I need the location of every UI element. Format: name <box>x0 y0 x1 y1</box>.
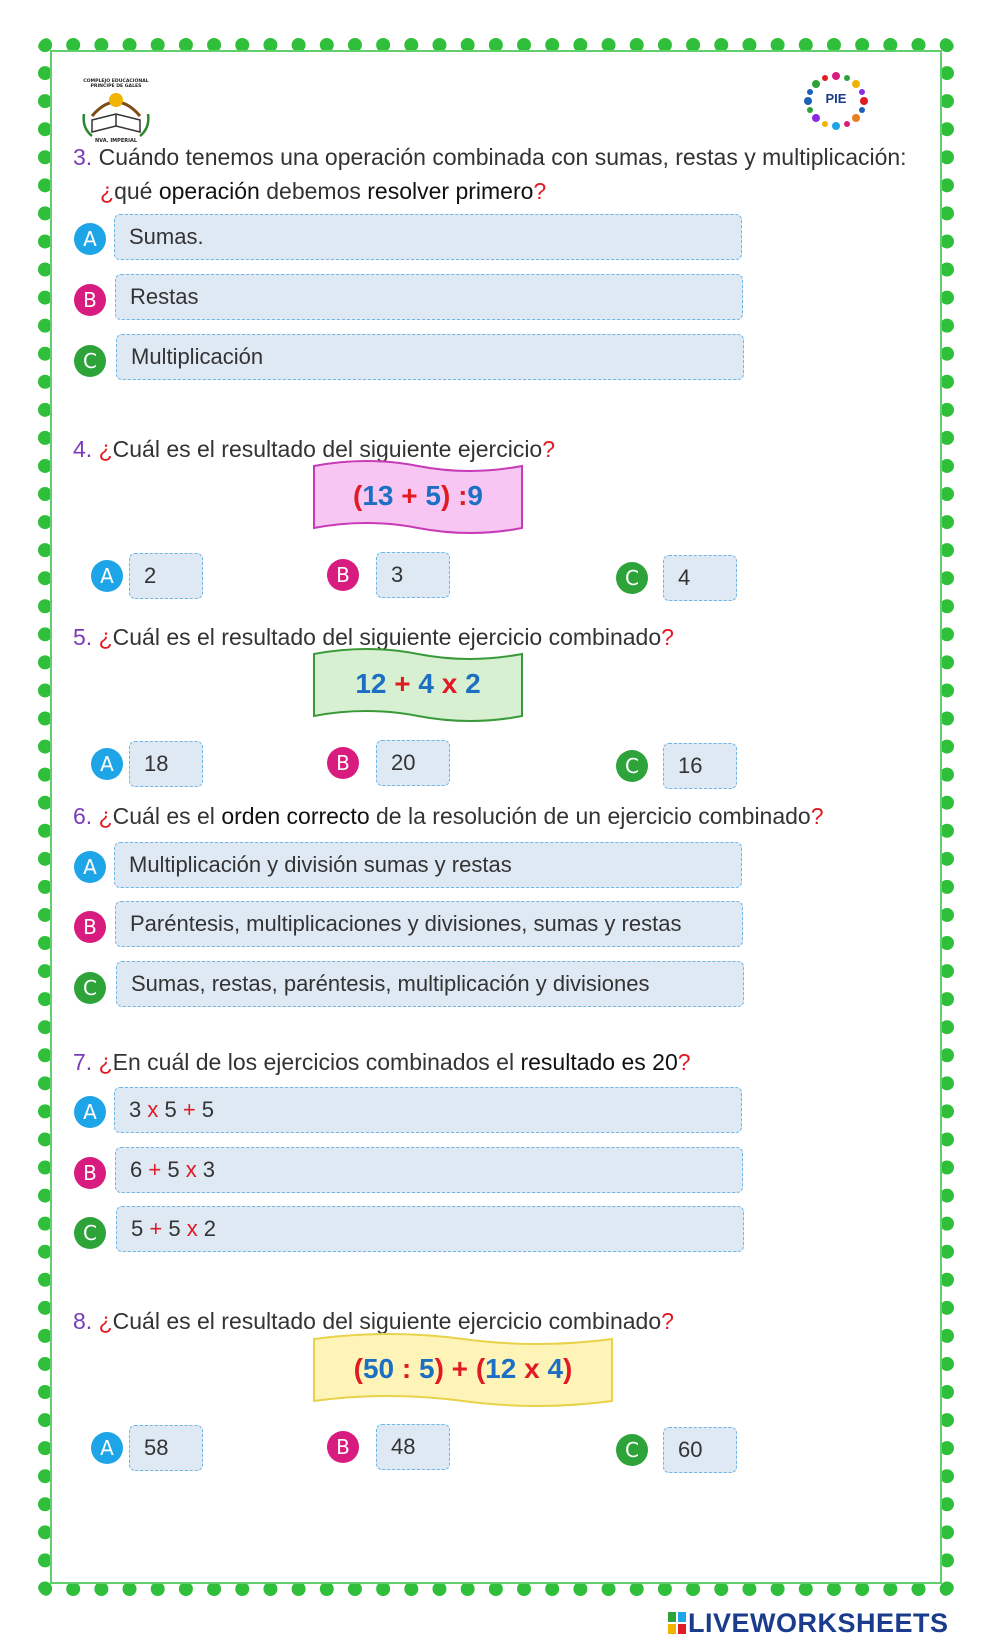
option-c-badge: C <box>74 345 106 377</box>
q8-option-a[interactable]: 58 <box>129 1425 203 1471</box>
question-3 <box>73 140 953 174</box>
school-logo-line2: PRINCIPE DE GALES <box>90 84 142 89</box>
option-b-badge: B <box>327 747 359 779</box>
option-c-badge: C <box>74 1217 106 1249</box>
expression-q5: 12 + 4 x 2 <box>355 668 481 699</box>
option-c-badge: C <box>616 1434 648 1466</box>
q4-option-c[interactable]: 4 <box>663 555 737 601</box>
question-6: 6. ¿Cuál es el orden correcto de la resolución de un ejercicio combinado? <box>73 803 824 829</box>
option-a-badge: A <box>91 1432 123 1464</box>
option-a-badge: A <box>74 1096 106 1128</box>
q7-option-c[interactable]: 5 + 5 x 2 <box>116 1206 744 1252</box>
q3-option-c[interactable]: Multiplicación <box>116 334 744 380</box>
option-c-badge: C <box>616 750 648 782</box>
footer-brand: LIVEWORKSHEETS <box>688 1608 949 1638</box>
q8-option-c[interactable]: 60 <box>663 1427 737 1473</box>
q4-option-b[interactable]: 3 <box>376 552 450 598</box>
option-b-badge: B <box>74 284 106 316</box>
pie-logo <box>798 70 874 132</box>
option-b-badge: B <box>74 1157 106 1189</box>
q7-option-a[interactable]: 3 x 5 + 5 <box>114 1087 742 1133</box>
option-a-badge: A <box>74 223 106 255</box>
school-logo-bottom: NVA. IMPERIAL <box>95 138 137 144</box>
question-8: 8. ¿Cuál es el resultado del siguiente ejercicio combinado? <box>73 1308 674 1334</box>
expression-q4: (13 + 5) :9 <box>353 480 483 511</box>
expression-q8: (50 : 5) + (12 x 4) <box>353 1353 573 1384</box>
liveworksheets-logo[interactable] <box>668 1608 949 1638</box>
option-b-badge: B <box>74 911 106 943</box>
pie-logo-text: PIE <box>825 91 847 106</box>
option-a-badge: A <box>91 560 123 592</box>
question-3-line1: Cuándo tenemos una operación combinada con sumas, restas y multiplicación: <box>98 144 907 170</box>
q3-option-a[interactable]: Sumas. <box>114 214 742 260</box>
liveworksheets-icon <box>668 1612 686 1634</box>
question-7: 7. ¿En cuál de los ejercicios combinados el resultado es 20? <box>73 1049 691 1075</box>
question-number: 3. <box>73 144 93 170</box>
question-4: 4. ¿Cuál es el resultado del siguiente ejercicio? <box>73 436 556 462</box>
q8-option-b[interactable]: 48 <box>376 1424 450 1470</box>
q4-option-a[interactable]: 2 <box>129 553 203 599</box>
q7-option-b[interactable]: 6 + 5 x 3 <box>115 1147 743 1193</box>
school-logo <box>78 76 154 144</box>
question-5: 5. ¿Cuál es el resultado del siguiente ejercicio combinado? <box>73 624 674 650</box>
school-logo-line1: COMPLEJO EDUCACIONAL <box>83 79 149 84</box>
option-c-badge: C <box>616 562 648 594</box>
q6-option-c[interactable]: Sumas, restas, paréntesis, multiplicación y divisiones <box>116 961 744 1007</box>
option-a-badge: A <box>91 748 123 780</box>
option-c-badge: C <box>74 972 106 1004</box>
q3-option-b[interactable]: Restas <box>115 274 743 320</box>
q6-option-b[interactable]: Paréntesis, multiplicaciones y divisiones, sumas y restas <box>115 901 743 947</box>
q5-option-a[interactable]: 18 <box>129 741 203 787</box>
option-a-badge: A <box>74 851 106 883</box>
option-b-badge: B <box>327 1431 359 1463</box>
q5-option-b[interactable]: 20 <box>376 740 450 786</box>
q6-option-a[interactable]: Multiplicación y división sumas y restas <box>114 842 742 888</box>
option-b-badge: B <box>327 559 359 591</box>
q5-option-c[interactable]: 16 <box>663 743 737 789</box>
question-3-line2: ¿qué operación debemos resolver primero? <box>100 178 547 204</box>
